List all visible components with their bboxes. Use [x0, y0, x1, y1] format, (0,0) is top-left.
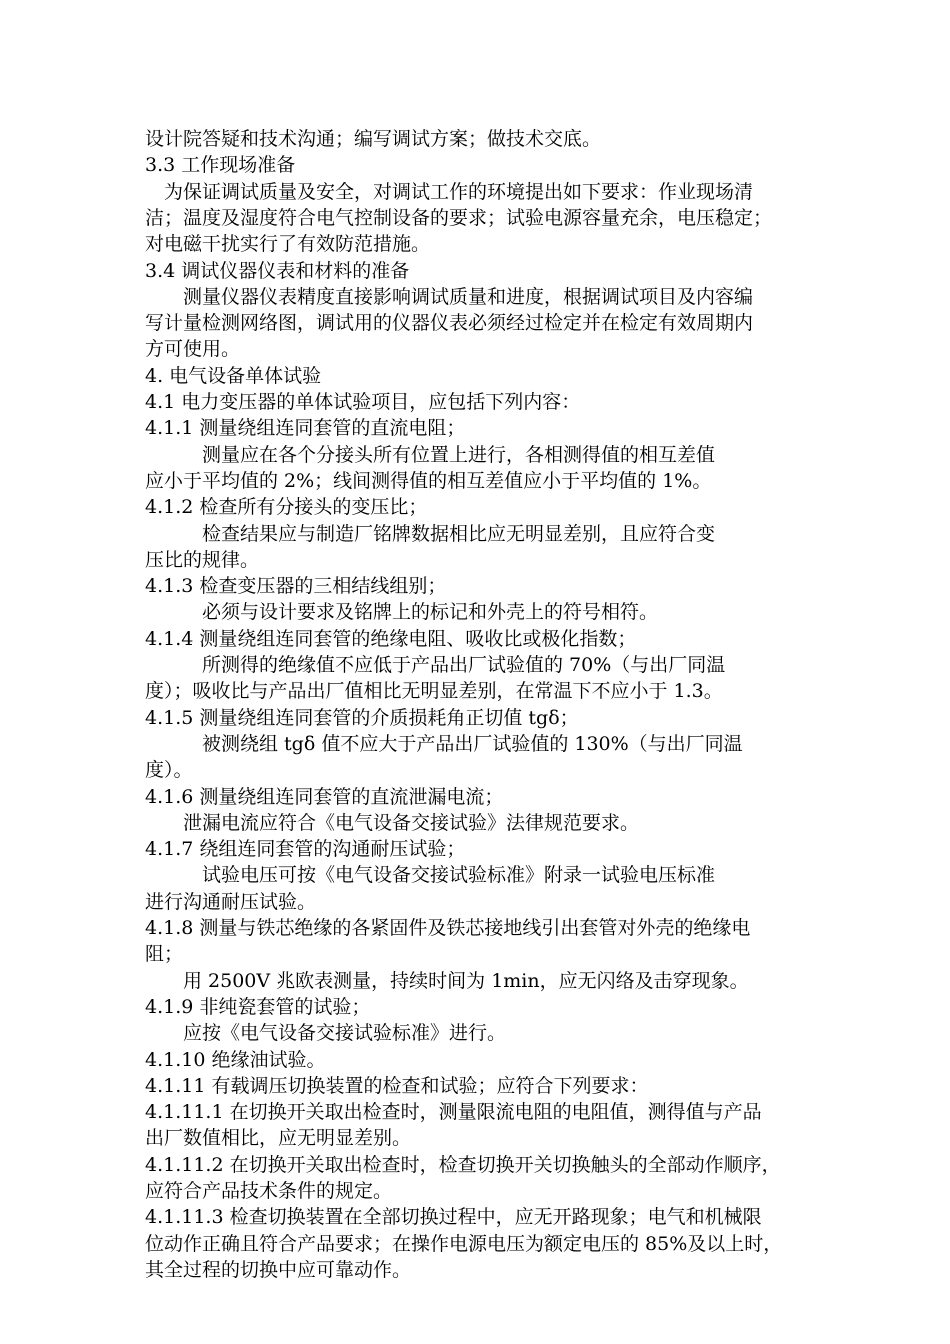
- text-line: 4. 电气设备单体试验: [145, 364, 322, 387]
- text-line: 对电磁干扰实行了有效防范措施。: [145, 233, 431, 256]
- text-line: 3.3 工作现场准备: [145, 154, 296, 177]
- text-line: 4.1.6 测量绕组连同套管的直流泄漏电流；: [145, 785, 504, 808]
- text-line: 被测绕组 tgδ 值不应大于产品出厂试验值的 130%（与出厂同温: [145, 732, 743, 755]
- text-line: 测量仪器仪表精度直接影响调试质量和进度，根据调试项目及内容编: [145, 285, 754, 308]
- text-line: 4.1.2 检查所有分接头的变压比；: [145, 496, 428, 519]
- text-line: 洁；温度及湿度符合电气控制设备的要求；试验电源容量充余，电压稳定；: [145, 206, 773, 229]
- text-line: 度）；吸收比与产品出厂值相比无明显差别，在常温下不应小于 1.3。: [145, 680, 723, 703]
- text-line: 压比的规律。: [145, 548, 260, 571]
- text-line: 所测得的绝缘值不应低于产品出厂试验值的 70%（与出厂同温: [145, 654, 726, 676]
- text-line: 3.4 调试仪器仪表和材料的准备: [145, 259, 410, 282]
- text-line: 必须与设计要求及铭牌上的标记和外壳上的符号相符。: [145, 601, 659, 624]
- text-line: 泄漏电流应符合《电气设备交接试验》法律规范要求。: [145, 811, 640, 834]
- text-line: 阻；: [145, 943, 184, 966]
- text-line: 方可使用。: [145, 338, 241, 361]
- text-line: 位动作正确且符合产品要求；在操作电源电压为额定电压的 85%及以上时，: [145, 1232, 783, 1255]
- text-line: 4.1.11.1 在切换开关取出检查时，测量限流电阻的电阻值，测得值与产品: [145, 1101, 762, 1124]
- text-line: 测量应在各个分接头所有位置上进行，各相测得值的相互差值: [145, 443, 716, 466]
- text-line: 4.1.3 检查变压器的三相结线组别；: [145, 575, 447, 598]
- text-line: 4.1.9 非纯瓷套管的试验；: [145, 995, 371, 1018]
- text-line: 写计量检测网络图，调试用的仪器仪表必须经过检定并在检定有效周期内: [145, 312, 754, 335]
- text-line: 4.1.1 测量绕组连同套管的直流电阻；: [145, 417, 466, 440]
- text-line: 设计院答疑和技术沟通；编写调试方案；做技术交底。: [145, 128, 602, 150]
- text-line: 为保证调试质量及安全，对调试工作的环境提出如下要求：作业现场清: [145, 180, 754, 203]
- text-line: 4.1 电力变压器的单体试验项目，应包括下列内容：: [145, 391, 581, 413]
- text-line: 检查结果应与制造厂铭牌数据相比应无明显差别，且应符合变: [145, 522, 716, 545]
- text-line: 试验电压可按《电气设备交接试验标准》附录一试验电压标准: [145, 864, 716, 887]
- text-line: 应小于平均值的 2%；线间测得值的相互差值应小于平均值的 1%。: [145, 469, 712, 492]
- text-line: 出厂数值相比，应无明显差别。: [145, 1127, 412, 1150]
- text-line: 4.1.7 绕组连同套管的沟通耐压试验；: [145, 838, 466, 861]
- text-line: 4.1.10 绝缘油试验。: [145, 1048, 326, 1071]
- text-line: 4.1.8 测量与铁芯绝缘的各紧固件及铁芯接地线引出套管对外壳的绝缘电: [145, 917, 751, 939]
- text-line: 应符合产品技术条件的规定。: [145, 1180, 393, 1202]
- text-line: 其全过程的切换中应可靠动作。: [145, 1258, 412, 1281]
- text-line: 度）。: [145, 759, 193, 782]
- text-line: 进行沟通耐压试验。: [145, 890, 317, 913]
- text-line: 4.1.5 测量绕组连同套管的介质损耗角正切值 tgδ；: [145, 706, 579, 729]
- text-line: 应按《电气设备交接试验标准》进行。: [145, 1022, 507, 1045]
- text-line: 4.1.11 有载调压切换装置的检查和试验；应符合下列要求：: [145, 1074, 649, 1097]
- text-line: 4.1.11.2 在切换开关取出检查时，检查切换开关切换触头的全部动作顺序，: [145, 1153, 781, 1176]
- text-line: 4.1.11.3 检查切换装置在全部切换过程中，应无开路现象；电气和机械限: [145, 1206, 762, 1229]
- text-line: 4.1.4 测量绕组连同套管的绝缘电阻、吸收比或极化指数；: [145, 627, 637, 650]
- text-line: 用 2500V 兆欧表测量，持续时间为 1min，应无闪络及击穿现象。: [145, 969, 749, 992]
